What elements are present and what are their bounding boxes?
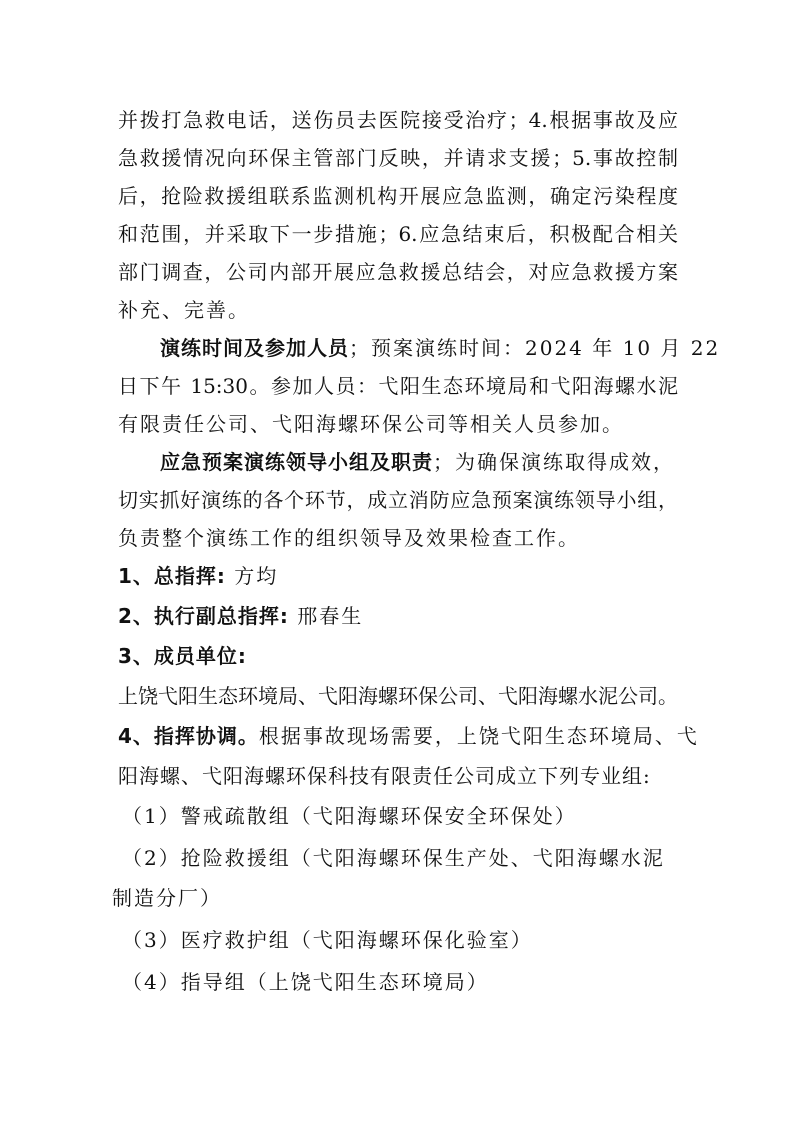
group-3: （3）医疗救护组（弋阳海螺环保化验室） [122,928,533,952]
group-4: （4）指导组（上饶弋阳生态环境局） [122,970,489,994]
drill-time-text-1: ；预案演练时间：2024 年 10 月 22 [349,336,721,360]
members-text: 上饶弋阳生态环境局、弋阳海螺环保公司、弋阳海螺水泥公司。 [118,684,678,708]
deputy-line [118,604,363,628]
deputy-label: 2、执行副总指挥: [118,604,289,628]
members-line [118,644,247,668]
coord-label: 4、指挥协调。 [118,724,259,748]
leadership-line-2: 切实抓好演练的各个环节，成立消防应急预案演练领导小组， [118,488,678,512]
steps-line-2: 急救援情况向环保主管部门反映，并请求支援；5.事故控制 [118,146,678,170]
commander-name: 方均 [234,564,279,588]
steps-line-1: 并拨打急救电话，送伤员去医院接受治疗；4.根据事故及应 [118,108,678,132]
steps-line-5: 部门调查，公司内部开展应急救援总结会，对应急救援方案 [118,260,678,284]
steps-line-4: 和范围，并采取下一步措施；6.应急结束后，积极配合相关 [118,222,678,246]
leadership-line-1 [160,450,675,474]
leadership-text-1: ；为确保演练取得成效， [433,450,675,474]
drill-time-line-2: 日下午 15:30。参加人员：弋阳生态环境局和弋阳海螺水泥 [118,374,678,398]
coord-line-2: 阳海螺、弋阳海螺环保科技有限责任公司成立下列专业组: [118,764,651,788]
drill-time-line-3: 有限责任公司、弋阳海螺环保公司等相关人员参加。 [118,412,624,436]
steps-line-6: 补充、完善。 [118,298,250,322]
group-2-line-2: 制造分厂） [112,886,222,910]
coord-text-1: 根据事故现场需要，上饶弋阳生态环境局、弋 [258,724,699,748]
steps-line-3: 后，抢险救援组联系监测机构开展应急监测，确定污染程度 [118,184,678,208]
leadership-heading: 应急预案演练领导小组及职责 [160,450,433,474]
leadership-line-3: 负责整个演练工作的组织领导及效果检查工作。 [118,526,580,550]
coord-line-1 [118,724,699,748]
group-2-line-1: （2）抢险救援组（弋阳海螺环保生产处、弋阳海螺水泥 [122,846,665,870]
commander-label: 1、总指挥: [118,564,226,588]
drill-time-heading: 演练时间及参加人员 [160,336,349,360]
deputy-name: 邢春生 [297,604,364,628]
commander-line [118,564,278,588]
group-1: （1）警戒疏散组（弋阳海螺环保安全环保处） [122,804,577,828]
members-label: 3、成员单位: [118,644,247,668]
drill-time-line-1 [160,336,720,360]
